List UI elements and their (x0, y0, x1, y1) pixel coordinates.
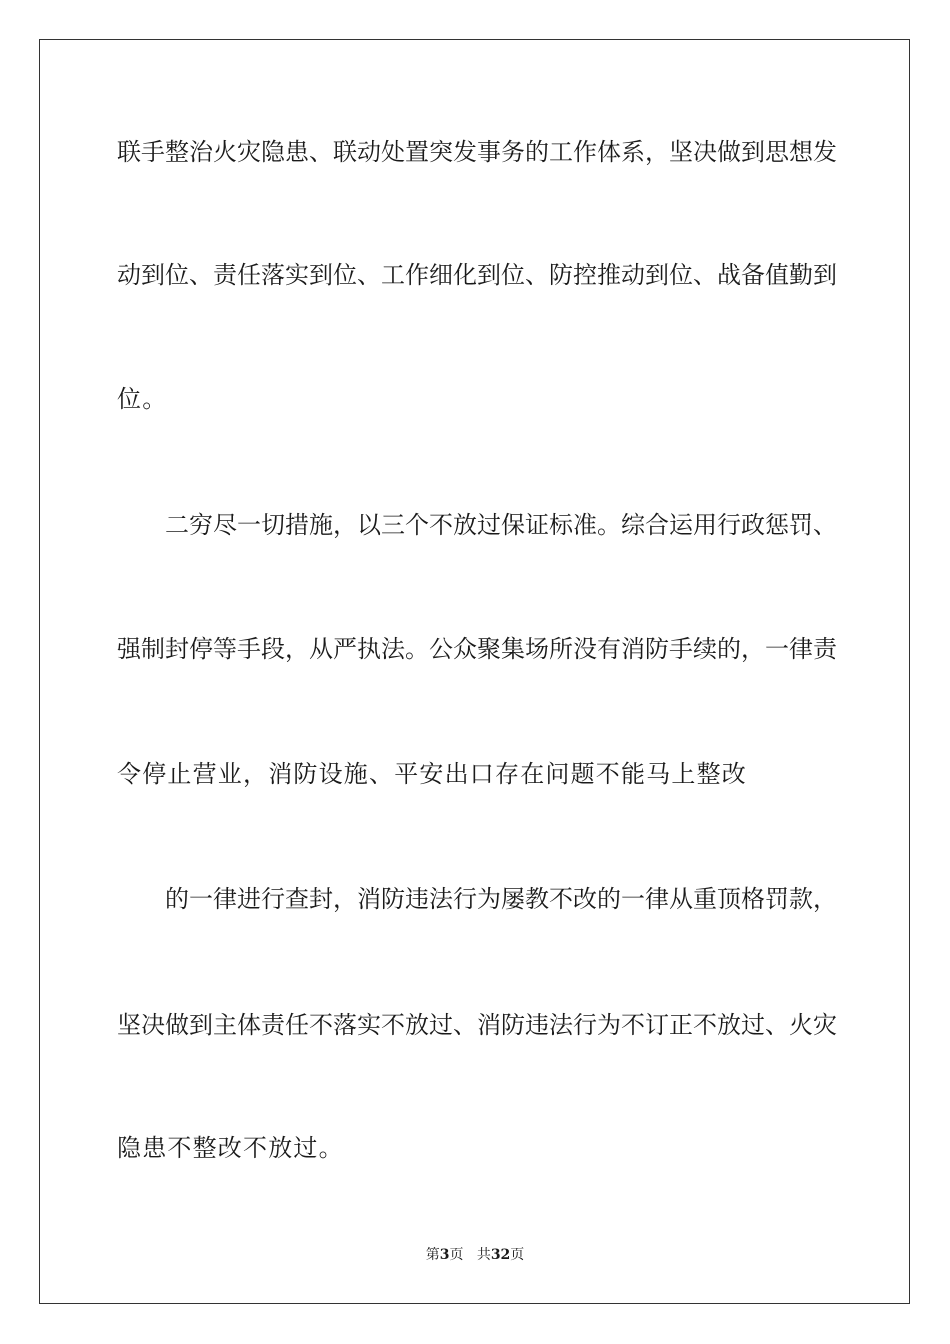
text-line: 坚决做到主体责任不落实不放过、消防违法行为不订正不放过、火灾 (117, 1011, 837, 1039)
footer-total-prefix: 共 (476, 1247, 491, 1263)
page-border (39, 39, 910, 1304)
current-page-number: 3 (439, 1247, 450, 1263)
footer-total-unit: 页 (510, 1247, 525, 1263)
text-line: 强制封停等手段，从严执法。公众聚集场所没有消防手续的，一律责 (117, 635, 837, 663)
text-line: 动到位、责任落实到位、工作细化到位、防控推动到位、战备值勤到 (117, 261, 837, 289)
paragraph-first-line: 二穷尽一切措施，以三个不放过保证标准。综合运用行政惩罚、 (165, 511, 837, 539)
text-line: 令停止营业，消防设施、平安出口存在问题不能马上整改 (117, 760, 747, 788)
page-footer (0, 1246, 950, 1264)
footer-page-unit: 页 (449, 1247, 464, 1263)
text-line: 位。 (117, 385, 168, 413)
footer-prefix: 第 (425, 1247, 440, 1263)
paragraph-first-line: 的一律进行查封，消防违法行为屡教不改的一律从重顶格罚款， (165, 885, 837, 913)
text-line: 隐患不整改不放过。 (117, 1134, 344, 1162)
total-page-count: 32 (490, 1247, 511, 1263)
text-line: 联手整治火灾隐患、联动处置突发事务的工作体系，坚决做到思想发 (117, 138, 837, 166)
